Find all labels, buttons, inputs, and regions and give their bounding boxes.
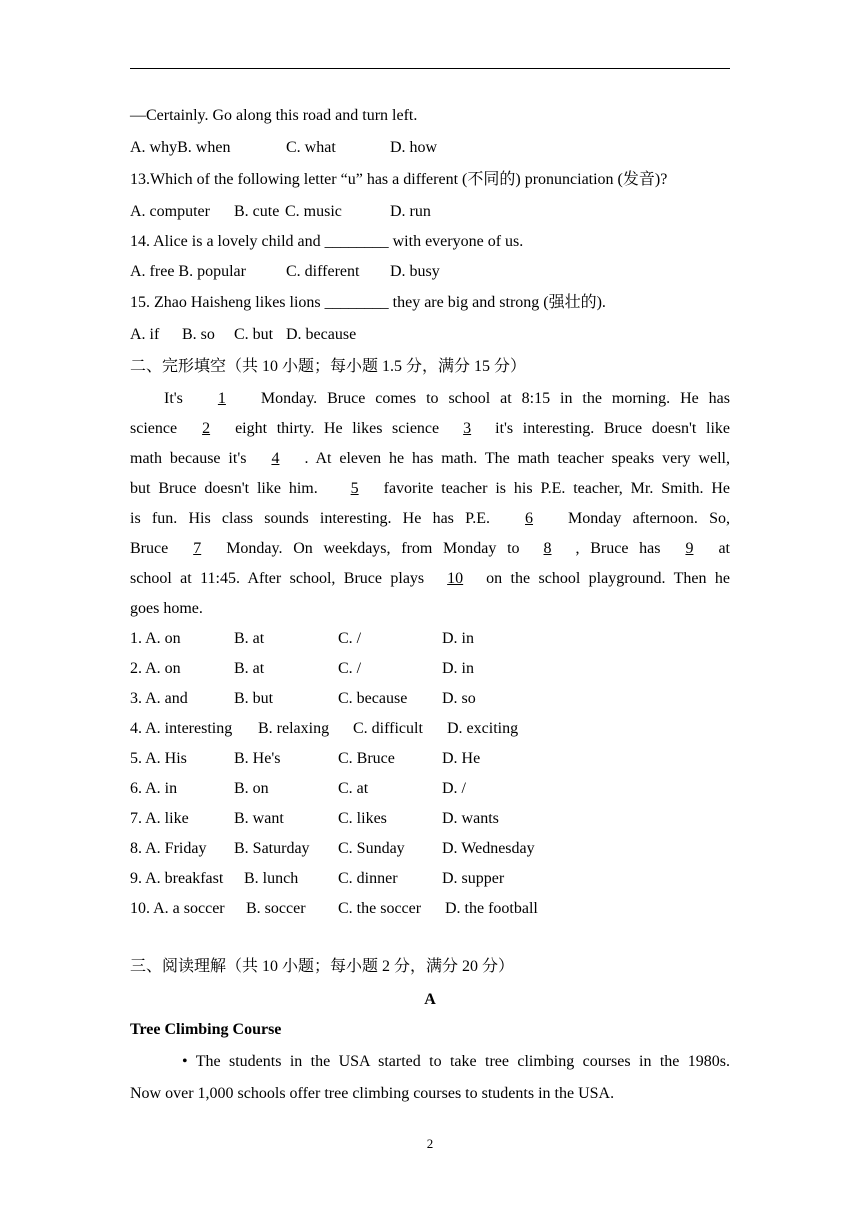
option-7-c: C. likes bbox=[338, 810, 387, 827]
passage-line bbox=[130, 539, 730, 559]
passage-line-2: Now over 1,000 schools offer tree climbing courses to students in the USA. bbox=[130, 1085, 615, 1102]
option-4-a: 4. A. interesting bbox=[130, 720, 233, 737]
passage-text: It's bbox=[164, 390, 183, 407]
passage-text: Monday afternoon. So, bbox=[568, 510, 730, 527]
part-label: A bbox=[424, 991, 436, 1008]
passage-text: Bruce bbox=[130, 540, 169, 557]
passage-text: The students in the USA started to take tree climbing courses in the 1980s. bbox=[195, 1053, 730, 1070]
q14-options: A. free B. popular C. different D. busy bbox=[130, 263, 440, 280]
blank-5: 5 bbox=[350, 480, 359, 497]
option-7-a: 7. A. like bbox=[130, 810, 189, 827]
option-9-d: D. supper bbox=[442, 870, 505, 887]
option-8-c: C. Sunday bbox=[338, 840, 405, 857]
q15-options: A. if B. so C. but D. because bbox=[130, 326, 357, 343]
passage-text: school at 11:45. After school, Bruce plays bbox=[130, 570, 425, 587]
dialogue-line: —Certainly. Go along this road and turn left. bbox=[130, 107, 418, 124]
blank-9: 9 bbox=[685, 540, 694, 557]
option-1-d: D. in bbox=[442, 630, 474, 647]
option-c: C. what bbox=[286, 139, 336, 156]
option-d: D. how bbox=[390, 139, 438, 156]
passage-text: Monday. Bruce comes to school at 8:15 in the morning. He has bbox=[260, 390, 730, 407]
section-3-heading: 三、阅读理解（共 10 小题；每小题 2 分，满分 20 分） bbox=[130, 958, 515, 975]
passage-line bbox=[130, 419, 730, 439]
option-6-b: B. on bbox=[234, 780, 269, 797]
blank-6: 6 bbox=[525, 510, 534, 527]
passage-line bbox=[130, 449, 730, 469]
passage-text: is fun. His class sounds interesting. He has P.E. bbox=[130, 510, 491, 527]
option-8-a: 8. A. Friday bbox=[130, 840, 207, 857]
passage-line bbox=[130, 569, 730, 589]
option-4-b: B. relaxing bbox=[258, 720, 330, 737]
option-10-a: 10. A. a soccer bbox=[130, 900, 225, 917]
q12-options bbox=[130, 138, 438, 158]
option-3-c: C. because bbox=[338, 690, 408, 707]
passage-line bbox=[130, 509, 730, 529]
option-10-b: B. soccer bbox=[246, 900, 306, 917]
option-5-a: 5. A. His bbox=[130, 750, 187, 767]
section-2-heading: 二、完形填空（共 10 小题；每小题 1.5 分，满分 15 分） bbox=[130, 358, 527, 375]
option-4-d: D. exciting bbox=[447, 720, 519, 737]
option-10-d: D. the football bbox=[445, 900, 538, 917]
option-7-b: B. want bbox=[234, 810, 284, 827]
passage-line-1 bbox=[130, 1052, 730, 1072]
option-2-b: B. at bbox=[234, 660, 265, 677]
passage-text: eight thirty. He likes science bbox=[235, 420, 440, 437]
blank-8: 8 bbox=[543, 540, 552, 557]
blank-10: 10 bbox=[447, 570, 464, 587]
option-1-b: B. at bbox=[234, 630, 265, 647]
option-9-c: C. dinner bbox=[338, 870, 398, 887]
passage-line bbox=[130, 479, 730, 499]
option-8-d: D. Wednesday bbox=[442, 840, 535, 857]
blank-2: 2 bbox=[202, 420, 211, 437]
q13-options: A. computer B. cute C. music D. run bbox=[130, 203, 431, 220]
bullet: • bbox=[182, 1053, 188, 1070]
option-7-d: D. wants bbox=[442, 810, 499, 827]
option-5-b: B. He's bbox=[234, 750, 281, 767]
passage-text: it's interesting. Bruce doesn't like bbox=[495, 420, 730, 437]
option-10-c: C. the soccer bbox=[338, 900, 422, 917]
page-number: 2 bbox=[426, 1136, 434, 1151]
option-1-c: C. / bbox=[338, 630, 362, 647]
option-9-a: 9. A. breakfast bbox=[130, 870, 224, 887]
passage-text: on the school playground. Then he bbox=[486, 570, 730, 587]
passage-text: , Bruce has bbox=[575, 540, 661, 557]
option-5-c: C. Bruce bbox=[338, 750, 395, 767]
blank-1: 1 bbox=[217, 390, 226, 407]
blank-7: 7 bbox=[193, 540, 202, 557]
option-6-c: C. at bbox=[338, 780, 369, 797]
passage-text: math because it's bbox=[130, 450, 247, 467]
passage-text: . At eleven he has math. The math teacher speaks very well, bbox=[304, 450, 731, 467]
option-8-b: B. Saturday bbox=[234, 840, 310, 857]
option-3-d: D. so bbox=[442, 690, 476, 707]
option-4-c: C. difficult bbox=[353, 720, 423, 737]
passage-text: science bbox=[130, 420, 178, 437]
passage-line bbox=[130, 599, 203, 619]
option-b: B. when bbox=[177, 139, 231, 156]
question-14: 14. Alice is a lovely child and ________ with everyone of us. bbox=[130, 233, 524, 250]
option-3-b: B. but bbox=[234, 690, 274, 707]
option-5-d: D. He bbox=[442, 750, 481, 767]
question-15: 15. Zhao Haisheng likes lions ________ they are big and strong (强壮的). bbox=[130, 294, 606, 311]
blank-3: 3 bbox=[463, 420, 472, 437]
option-6-a: 6. A. in bbox=[130, 780, 178, 797]
passage-text: Monday. On weekdays, from Monday to bbox=[226, 540, 520, 557]
option-2-a: 2. A. on bbox=[130, 660, 181, 677]
option-6-d: D. / bbox=[442, 780, 466, 797]
passage-line bbox=[164, 389, 730, 409]
header-rule bbox=[130, 68, 730, 69]
option-a: A. why bbox=[130, 139, 178, 156]
question-13: 13.Which of the following letter “u” has a different (不同的) pronunciation (发音)? bbox=[130, 171, 668, 188]
option-1-a: 1. A. on bbox=[130, 630, 181, 647]
option-2-d: D. in bbox=[442, 660, 474, 677]
passage-title: Tree Climbing Course bbox=[130, 1021, 282, 1038]
passage-text: favorite teacher is his P.E. teacher, Mr. Smith. He bbox=[383, 480, 730, 497]
blank-4: 4 bbox=[271, 450, 280, 467]
option-2-c: C. / bbox=[338, 660, 362, 677]
passage-text: but Bruce doesn't like him. bbox=[130, 480, 326, 497]
option-9-b: B. lunch bbox=[244, 870, 299, 887]
passage-text: goes home. bbox=[130, 600, 203, 617]
passage-text: at bbox=[718, 540, 730, 557]
option-3-a: 3. A. and bbox=[130, 690, 188, 707]
